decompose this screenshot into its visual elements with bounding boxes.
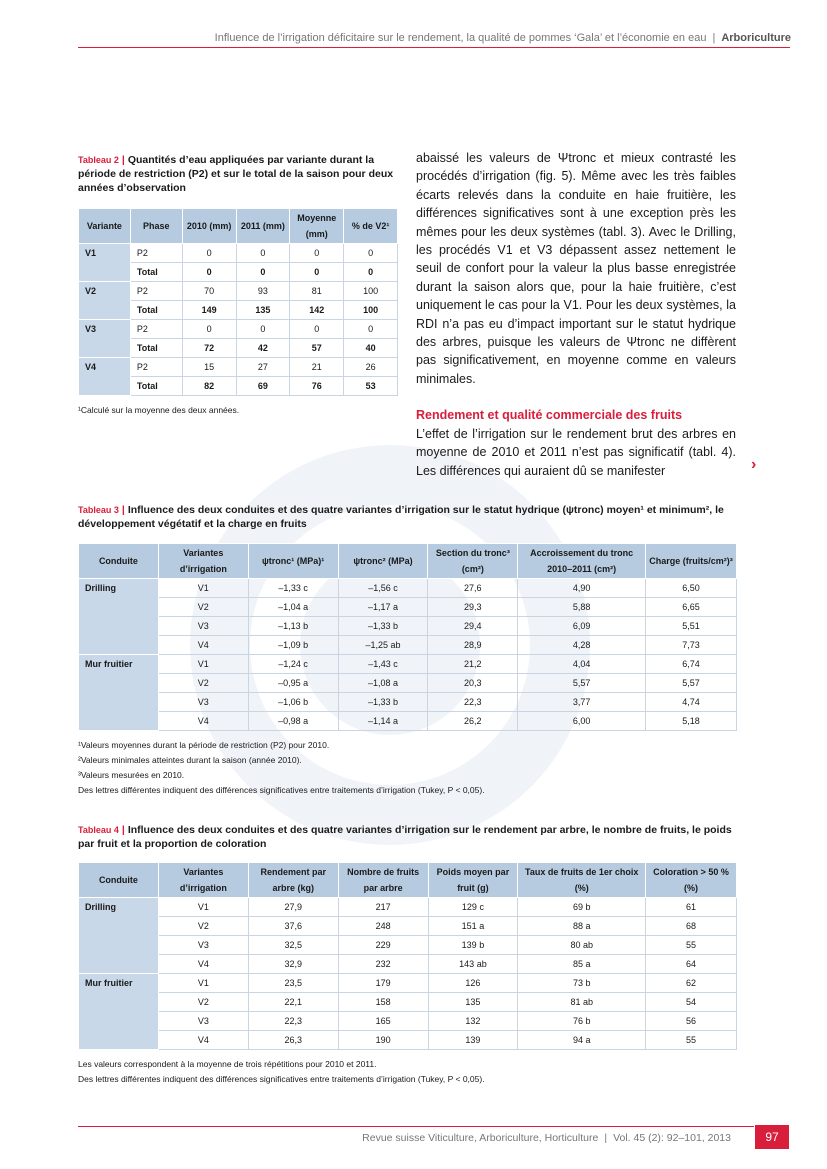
- table-cell: 179: [338, 974, 428, 993]
- table-cell: 6,74: [646, 655, 737, 674]
- table-cell: –1,43 c: [338, 655, 428, 674]
- table-cell: 21: [290, 358, 344, 377]
- table-cell: 5,51: [646, 617, 737, 636]
- table-cell: 22,3: [428, 693, 518, 712]
- table-cell: 80 ab: [518, 936, 646, 955]
- table-cell: Total: [130, 377, 182, 396]
- table-cell: 217: [338, 898, 428, 917]
- table-cell: 7,73: [646, 636, 737, 655]
- table-cell: –1,33 b: [338, 617, 428, 636]
- table-cell: 73 b: [518, 974, 646, 993]
- table-cell: –0,95 a: [248, 674, 338, 693]
- table-cell: 5,88: [518, 598, 646, 617]
- table-cell: 0: [236, 244, 290, 263]
- group-label: V4: [79, 358, 131, 396]
- table4: [78, 862, 737, 1050]
- running-header: Influence de l’irrigation déficitaire sur le rendement, la qualité de pommes ‘Gala’ et l’économie en eau | Arboriculture: [214, 32, 791, 44]
- table3-header-6: Charge (fruits/cm²)³: [646, 544, 737, 579]
- table-cell: 6,09: [518, 617, 646, 636]
- table-cell: V1: [158, 898, 248, 917]
- table3-note: ³Valeurs mesurées en 2010.: [78, 770, 185, 780]
- table-cell: P2: [130, 282, 182, 301]
- table-cell: 0: [290, 320, 344, 339]
- table-row: [79, 579, 737, 598]
- table-cell: 53: [344, 377, 398, 396]
- table-cell: 5,57: [646, 674, 737, 693]
- table4-header-2: Rendement par arbre (kg): [248, 863, 338, 898]
- table-cell: 26,2: [428, 712, 518, 731]
- table-cell: V2: [158, 598, 248, 617]
- table-cell: –1,24 c: [248, 655, 338, 674]
- table-cell: –1,13 b: [248, 617, 338, 636]
- table-cell: 248: [338, 917, 428, 936]
- table-cell: –1,14 a: [338, 712, 428, 731]
- table-cell: 0: [182, 263, 236, 282]
- page-number: 97: [755, 1125, 789, 1149]
- table-cell: 62: [646, 974, 737, 993]
- table3: [78, 543, 737, 731]
- table-cell: 0: [182, 244, 236, 263]
- table3-notes: [78, 738, 485, 798]
- table-cell: 6,65: [646, 598, 737, 617]
- table2-caption: Tableau 2 | Quantités d’eau appliquées par variante durant la période de restriction (P2) et sur le total de la saison pour deux années d’observation: [78, 154, 394, 194]
- table-cell: P2: [130, 358, 182, 377]
- table3-caption-text: Influence des deux conduites et des quatre variantes d’irrigation sur le statut hydrique (ψtronc) moyen¹ et minimum², le développement végétatif et la charge en fruits: [78, 504, 724, 530]
- footer-rule: [78, 1126, 754, 1127]
- table3-header-1: Variantes d’irrigation: [158, 544, 248, 579]
- table4-notes: [78, 1057, 485, 1087]
- table3-header-2: ψtronc¹ (MPa)¹: [248, 544, 338, 579]
- table-cell: 32,5: [248, 936, 338, 955]
- group-label: V2: [79, 282, 131, 320]
- table-cell: 69: [236, 377, 290, 396]
- table-cell: –1,08 a: [338, 674, 428, 693]
- table-cell: 88 a: [518, 917, 646, 936]
- table-cell: 29,3: [428, 598, 518, 617]
- table-cell: V2: [158, 993, 248, 1012]
- table4-header-4: Poids moyen par fruit (g): [428, 863, 518, 898]
- table-cell: 85 a: [518, 955, 646, 974]
- table3-note: ²Valeurs minimales atteintes durant la saison (année 2010).: [78, 755, 302, 765]
- table-cell: 22,1: [248, 993, 338, 1012]
- table2-label: Tableau 2: [78, 155, 119, 165]
- table-cell: 143 ab: [428, 955, 518, 974]
- table-cell: 42: [236, 339, 290, 358]
- table-cell: V3: [158, 693, 248, 712]
- table-cell: –1,33 b: [338, 693, 428, 712]
- table-cell: –1,06 b: [248, 693, 338, 712]
- table-cell: –1,09 b: [248, 636, 338, 655]
- table-cell: 27,6: [428, 579, 518, 598]
- table4-header-6: Coloration > 50 % (%): [646, 863, 737, 898]
- table-cell: 81 ab: [518, 993, 646, 1012]
- table-cell: 54: [646, 993, 737, 1012]
- table-cell: V3: [158, 936, 248, 955]
- table-cell: 142: [290, 301, 344, 320]
- table-row: [79, 898, 737, 917]
- table-cell: 64: [646, 955, 737, 974]
- table-row: [79, 693, 737, 712]
- table3-note: Des lettres différentes indiquent des différences significatives entre traitements d’irrigation (Tukey, P < 0,05).: [78, 785, 485, 795]
- table-row: [79, 598, 737, 617]
- table-cell: 151 a: [428, 917, 518, 936]
- header-section: Arboriculture: [721, 32, 791, 44]
- table-cell: V3: [158, 1012, 248, 1031]
- table-cell: 126: [428, 974, 518, 993]
- table-row: [79, 712, 737, 731]
- table-cell: 132: [428, 1012, 518, 1031]
- table-cell: 15: [182, 358, 236, 377]
- table-cell: V2: [158, 674, 248, 693]
- table-cell: –1,56 c: [338, 579, 428, 598]
- table-cell: 0: [344, 263, 398, 282]
- table-cell: 0: [290, 263, 344, 282]
- group-label: Drilling: [79, 579, 159, 655]
- table-cell: V2: [158, 917, 248, 936]
- table3-caption: Tableau 3 | Influence des deux conduites et des quatre variantes d’irrigation sur le statut hydrique (ψtronc) moyen¹ et minimum², le développement végétatif et la charge en fruits: [78, 504, 724, 530]
- table-cell: 61: [646, 898, 737, 917]
- table3-note: ¹Valeurs moyennes durant la période de restriction (P2) pour 2010.: [78, 740, 330, 750]
- table-cell: 26,3: [248, 1031, 338, 1050]
- table-cell: 29,4: [428, 617, 518, 636]
- paragraph-1: abaissé les valeurs de Ψtronc et mieux contrasté les procédés d’irrigation (fig. 5). Même avec les très faibles écarts relevés dans la conduite en haie fruitière, les différences significatives sont à une exception près les mêmes pour les deux systèmes (tabl. 3). Avec le Drilling, les procédés V1 et V3 dépassent assez nettement le seuil de confort pour la valeur la plus basse enregistrée durant la saison alors que, pour la haie fruitière, c’est uniquement le cas pour la V1. Pour les deux systèmes, la RDI n’a pas eu d’impact important sur le statut hydrique des arbres, puisque les valeurs de Ψtronc ne diffèrent pas significativement, en moyenne comme en valeurs minimales.: [416, 151, 736, 386]
- table-row: [79, 320, 398, 339]
- table-cell: 229: [338, 936, 428, 955]
- footer-journal: Revue suisse Viticulture, Arboriculture, Horticulture: [362, 1132, 599, 1144]
- table-cell: 21,2: [428, 655, 518, 674]
- table-cell: 4,04: [518, 655, 646, 674]
- table-row: [79, 674, 737, 693]
- table-row: [79, 917, 737, 936]
- table4-label: Tableau 4: [78, 825, 119, 835]
- table-cell: Total: [130, 301, 182, 320]
- table-cell: 5,57: [518, 674, 646, 693]
- group-label: Drilling: [79, 898, 159, 974]
- table-cell: 40: [344, 339, 398, 358]
- table-cell: 37,6: [248, 917, 338, 936]
- table-cell: 22,3: [248, 1012, 338, 1031]
- table-cell: 55: [646, 1031, 737, 1050]
- table-row: [79, 617, 737, 636]
- group-label: V3: [79, 320, 131, 358]
- table-cell: 158: [338, 993, 428, 1012]
- table4-header-5: Taux de fruits de 1er choix (%): [518, 863, 646, 898]
- table-cell: 27: [236, 358, 290, 377]
- table-row: [79, 358, 398, 377]
- header-rule: [78, 47, 790, 48]
- table-cell: 55: [646, 936, 737, 955]
- table-cell: 149: [182, 301, 236, 320]
- table-cell: 139: [428, 1031, 518, 1050]
- table-cell: 76: [290, 377, 344, 396]
- table-cell: V4: [158, 712, 248, 731]
- footer: Revue suisse Viticulture, Arboriculture, Horticulture | Vol. 45 (2): 92–101, 2013: [362, 1132, 731, 1144]
- table-cell: 5,18: [646, 712, 737, 731]
- table-cell: V1: [158, 655, 248, 674]
- table-cell: 0: [236, 320, 290, 339]
- table-cell: V4: [158, 955, 248, 974]
- table-cell: 6,00: [518, 712, 646, 731]
- table-cell: 3,77: [518, 693, 646, 712]
- table4-note: Des lettres différentes indiquent des différences significatives entre traitements d’irrigation (Tukey, P < 0,05).: [78, 1074, 485, 1084]
- table-row: [79, 993, 737, 1012]
- table-cell: 57: [290, 339, 344, 358]
- table-cell: 0: [236, 263, 290, 282]
- table3-label: Tableau 3: [78, 505, 119, 515]
- continue-arrow-icon: ›: [751, 456, 757, 473]
- table-cell: 4,28: [518, 636, 646, 655]
- table2: [78, 208, 398, 396]
- table-cell: 28,9: [428, 636, 518, 655]
- table-row: [79, 244, 398, 263]
- table2-header-3: 2011 (mm): [236, 209, 290, 244]
- table2-header-4: Moyenne (mm): [290, 209, 344, 244]
- table-cell: 56: [646, 1012, 737, 1031]
- group-label: Mur fruitier: [79, 655, 159, 731]
- table-cell: 26: [344, 358, 398, 377]
- table-cell: 69 b: [518, 898, 646, 917]
- table-cell: 94 a: [518, 1031, 646, 1050]
- table-cell: 0: [344, 320, 398, 339]
- body-text-column: [416, 149, 736, 480]
- table-cell: 190: [338, 1031, 428, 1050]
- table-cell: 0: [344, 244, 398, 263]
- table3-header-4: Section du tronc³ (cm²): [428, 544, 518, 579]
- table-cell: –1,17 a: [338, 598, 428, 617]
- paragraph-2: L’effet de l’irrigation sur le rendement brut des arbres en moyenne de 2010 et 2011 n’est pas significatif (tabl. 4). Les différences qui auraient dû se manifester: [416, 426, 736, 478]
- header-title: Influence de l’irrigation déficitaire sur le rendement, la qualité de pommes ‘Gala’ et l’économie en eau: [214, 32, 707, 44]
- table2-header-5: % de V2¹: [344, 209, 398, 244]
- table-cell: V3: [158, 617, 248, 636]
- table3-header-3: ψtronc² (MPa): [338, 544, 428, 579]
- table-cell: –1,25 ab: [338, 636, 428, 655]
- table-cell: 4,90: [518, 579, 646, 598]
- table-row: [79, 1012, 737, 1031]
- table2-header-1: Phase: [130, 209, 182, 244]
- table-cell: 232: [338, 955, 428, 974]
- table-row: [79, 936, 737, 955]
- table-cell: 129 c: [428, 898, 518, 917]
- table-cell: P2: [130, 244, 182, 263]
- table4-header-1: Variantes d’irrigation: [158, 863, 248, 898]
- section-subheading: Rendement et qualité commerciale des fruits: [416, 408, 683, 423]
- table4-note: Les valeurs correspondent à la moyenne de trois répétitions pour 2010 et 2011.: [78, 1059, 377, 1069]
- table-cell: –1,33 c: [248, 579, 338, 598]
- table4-header-0: Conduite: [79, 863, 159, 898]
- table-cell: 81: [290, 282, 344, 301]
- table-row: [79, 974, 737, 993]
- table2-caption-text: Quantités d’eau appliquées par variante durant la période de restriction (P2) et sur le total de la saison pour deux années d’observation: [78, 154, 394, 194]
- table-cell: 100: [344, 282, 398, 301]
- table-row: [79, 636, 737, 655]
- table-cell: 100: [344, 301, 398, 320]
- table-cell: 82: [182, 377, 236, 396]
- table2-note: ¹Calculé sur la moyenne des deux années.: [78, 405, 240, 415]
- table-cell: 70: [182, 282, 236, 301]
- table-cell: 68: [646, 917, 737, 936]
- table2-header-0: Variante: [79, 209, 131, 244]
- table-row: [79, 282, 398, 301]
- table-cell: –0,98 a: [248, 712, 338, 731]
- table3-header-5: Accroissement du tronc 2010–2011 (cm²): [518, 544, 646, 579]
- table-cell: 23,5: [248, 974, 338, 993]
- table-cell: 0: [182, 320, 236, 339]
- table-cell: P2: [130, 320, 182, 339]
- table-cell: 4,74: [646, 693, 737, 712]
- table-cell: 0: [290, 244, 344, 263]
- table-row: [79, 955, 737, 974]
- table-cell: V4: [158, 1031, 248, 1050]
- table-row: [79, 655, 737, 674]
- table-cell: V1: [158, 974, 248, 993]
- table2-header-2: 2010 (mm): [182, 209, 236, 244]
- table-cell: 93: [236, 282, 290, 301]
- table4-caption-text: Influence des deux conduites et des quatre variantes d’irrigation sur le rendement par arbre, le nombre de fruits, le poids par fruit et la proportion de coloration: [78, 824, 732, 850]
- table-cell: 135: [428, 993, 518, 1012]
- table-cell: V1: [158, 579, 248, 598]
- footer-volume: Vol. 45 (2): 92–101, 2013: [613, 1132, 731, 1144]
- table4-header-3: Nombre de fruits par arbre: [338, 863, 428, 898]
- table-cell: 32,9: [248, 955, 338, 974]
- table-cell: –1,04 a: [248, 598, 338, 617]
- table-cell: Total: [130, 339, 182, 358]
- table3-header-0: Conduite: [79, 544, 159, 579]
- table-cell: Total: [130, 263, 182, 282]
- table-cell: 6,50: [646, 579, 737, 598]
- table-cell: 20,3: [428, 674, 518, 693]
- table-cell: 139 b: [428, 936, 518, 955]
- table4-caption: Tableau 4 | Influence des deux conduites et des quatre variantes d’irrigation sur le rendement par arbre, le nombre de fruits, le poids par fruit et la proportion de coloration: [78, 824, 732, 850]
- group-label: V1: [79, 244, 131, 282]
- table-cell: 165: [338, 1012, 428, 1031]
- table-cell: 27,9: [248, 898, 338, 917]
- table-row: [79, 1031, 737, 1050]
- table-cell: 135: [236, 301, 290, 320]
- table-cell: V4: [158, 636, 248, 655]
- group-label: Mur fruitier: [79, 974, 159, 1050]
- table-cell: 76 b: [518, 1012, 646, 1031]
- table-cell: 72: [182, 339, 236, 358]
